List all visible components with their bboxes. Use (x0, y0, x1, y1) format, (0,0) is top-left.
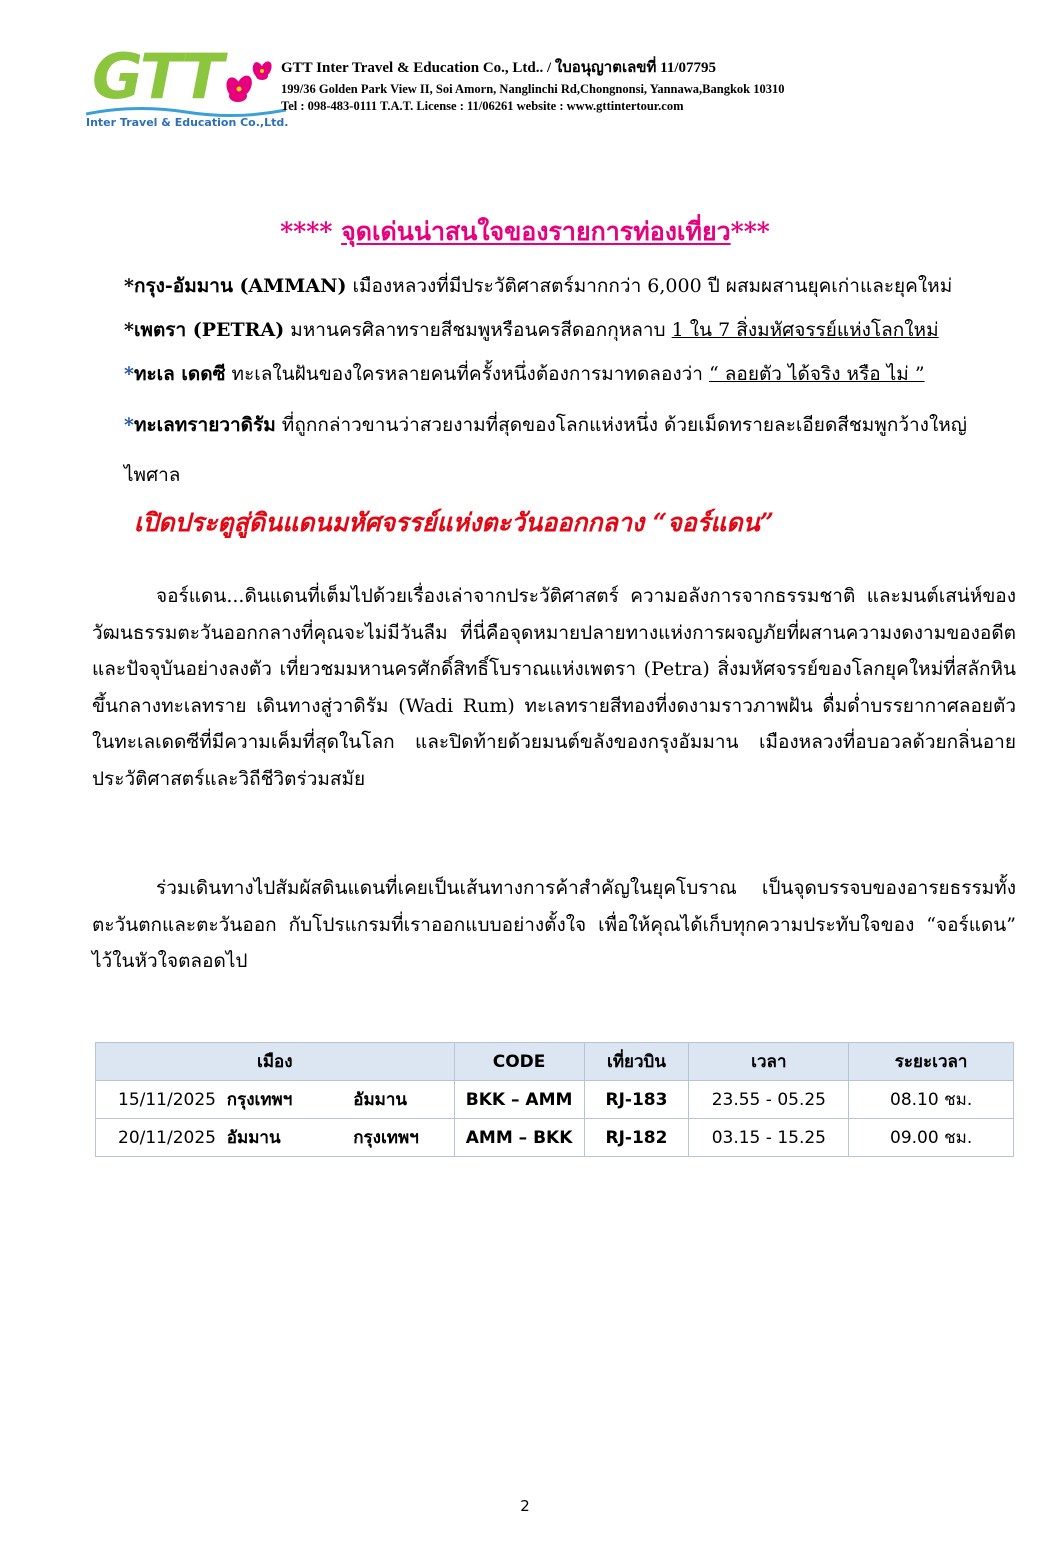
header-time: เวลา (689, 1043, 849, 1081)
bullet-star: * (124, 319, 134, 341)
flight-from: กรุงเทพฯ (226, 1090, 293, 1110)
bullet-star: * (124, 363, 134, 385)
header-code: CODE (454, 1043, 584, 1081)
company-address: 199/36 Golden Park View II, Soi Amorn, Nanglinchi Rd,Chongnonsi, Yannawa,Bangkok 10310 (281, 82, 785, 96)
bullet-star: * (124, 275, 134, 297)
header-flight: เที่ยวบิน (584, 1043, 689, 1081)
company-contact: Tel : 098-483-0111 T.A.T. License : 11/06261 website : www.gttintertour.com (281, 99, 684, 113)
flight-time: 03.15 - 15.25 (689, 1119, 849, 1157)
flight-duration: 09.00 ชม. (849, 1119, 1014, 1157)
highlights-heading (0, 212, 1050, 252)
flight-time: 23.55 - 05.25 (689, 1081, 849, 1119)
company-info (281, 55, 784, 115)
highlight-name: ทะเลทรายวาดิรัม (133, 414, 276, 436)
flight-date: 15/11/2025 (118, 1090, 216, 1110)
page-number: 2 (520, 1497, 530, 1515)
flight-date-route (96, 1119, 350, 1157)
highlight-underline: “ ลอยตัว ได้จริง หรือ ไม่ ” (709, 363, 925, 385)
highlight-wadi-rum (124, 400, 1014, 500)
highlight-petra (124, 308, 1014, 352)
flight-number: RJ-183 (584, 1081, 689, 1119)
logo-subtext: Inter Travel & Education Co.,Ltd. (86, 116, 289, 129)
tagline: เปิดประตูสู่ดินแดนมหัศจรรย์แห่งตะวันออกกลาง “จอร์แดน” (134, 508, 775, 537)
intro-paragraph (92, 578, 1016, 797)
flight-number: RJ-182 (584, 1119, 689, 1157)
flight-table-header (96, 1043, 1014, 1081)
logo-text: GTT (92, 40, 222, 113)
journey-paragraph-text: ร่วมเดินทางไปสัมผัสดินแดนที่เคยเป็นเส้นทางการค้าสำคัญในยุคโบราณ เป็นจุดบรรจบของอารยธรรมทั้งตะวันตกและตะวันออก กับโปรแกรมที่เราออกแบบอย่างตั้งใจ เพื่อให้คุณได้เก็บทุกความประทับใจของ “จอร์แดน” ไว้ในหัวใจตลอดไป (92, 877, 1016, 972)
heading-title: จุดเด่นน่าสนใจของรายการท่องเที่ยว (341, 217, 731, 246)
highlight-name: กรุง-อัมมาน (AMMAN) (133, 275, 347, 297)
table-row (96, 1119, 1014, 1157)
highlight-text: ทะเลในฝันของใครหลายคนที่ครั้งหนึ่งต้องการมาทดลองว่า (225, 363, 710, 385)
highlight-text: เมืองหลวงที่มีประวัติศาสตร์มากกว่า 6,000 ปี ผสมผสานยุคเก่าและยุคใหม่ (346, 275, 953, 297)
highlight-text: ที่ถูกกล่าวขานว่าสวยงามที่สุดของโลกแห่งหนึ่ง ด้วยเม็ดทรายละเอียดสีชมพูกว้างใหญ่ไพศาล (124, 414, 967, 486)
flight-table (95, 1042, 1014, 1157)
heading-suffix: *** (730, 217, 770, 246)
highlight-name: เพตรา (PETRA) (133, 319, 285, 341)
flight-date-route (96, 1081, 350, 1119)
flight-to: กรุงเทพฯ (349, 1119, 454, 1157)
journey-paragraph (92, 870, 1016, 980)
flight-from: อัมมาน (226, 1128, 281, 1148)
orchid-icon (214, 56, 278, 112)
company-name: GTT Inter Travel & Education Co., Ltd.. / ใบอนุญาตเลขที่ 11/07795 (281, 60, 717, 76)
intro-paragraph-text: จอร์แดน...ดินแดนที่เต็มไปด้วยเรื่องเล่าจากประวัติศาสตร์ ความอลังการจากธรรมชาติ และมนต์เสน่ห์ของวัฒนธรรมตะวันออกกลางที่คุณจะไม่มีวันลืม ที่นี่คือจุดหมายปลายทางแห่งการผจญภัยที่ผสานความงดงามของอดีตและปัจจุบันอย่างลงตัว เที่ยวชมมหานครศักดิ์สิทธิ์โบราณแห่งเพตรา (Petra) สิ่งมหัศจรรย์ของโลกยุคใหม่ที่สลักหินขึ้นกลางทะเลทราย เดินทางสู่วาดิรัม (Wadi Rum) ทะเลทรายสีทองที่งดงามราวภาพฝัน ดื่มด่ำบรรยากาศลอยตัวในทะเลเดดซีที่มีความเค็มที่สุดในโลก และปิดท้ายด้วยมนต์ขลังของกรุงอัมมาน เมืองหลวงที่อบอวลด้วยกลิ่นอายประวัติศาสตร์และวิถีชีวิตร่วมสมัย (92, 585, 1016, 790)
flight-date: 20/11/2025 (118, 1128, 216, 1148)
bullet-star: * (124, 414, 134, 436)
highlight-name: ทะเล เดดซี (133, 363, 226, 385)
highlight-underline: 1 ใน 7 สิ่งมหัศจรรย์แห่งโลกใหม่ (671, 319, 939, 341)
highlight-dead-sea (124, 352, 1014, 396)
header-city: เมือง (96, 1043, 455, 1081)
flight-code: AMM – BKK (454, 1119, 584, 1157)
highlight-text: มหานครศิลาทรายสีชมพูหรือนครสีดอกกุหลาบ (284, 319, 672, 341)
header-duration: ระยะเวลา (849, 1043, 1014, 1081)
table-row (96, 1081, 1014, 1119)
flight-duration: 08.10 ชม. (849, 1081, 1014, 1119)
company-logo (86, 40, 289, 132)
flight-to: อัมมาน (349, 1081, 454, 1119)
heading-prefix: **** (280, 217, 342, 246)
highlight-amman (124, 264, 1014, 308)
flight-code: BKK – AMM (454, 1081, 584, 1119)
